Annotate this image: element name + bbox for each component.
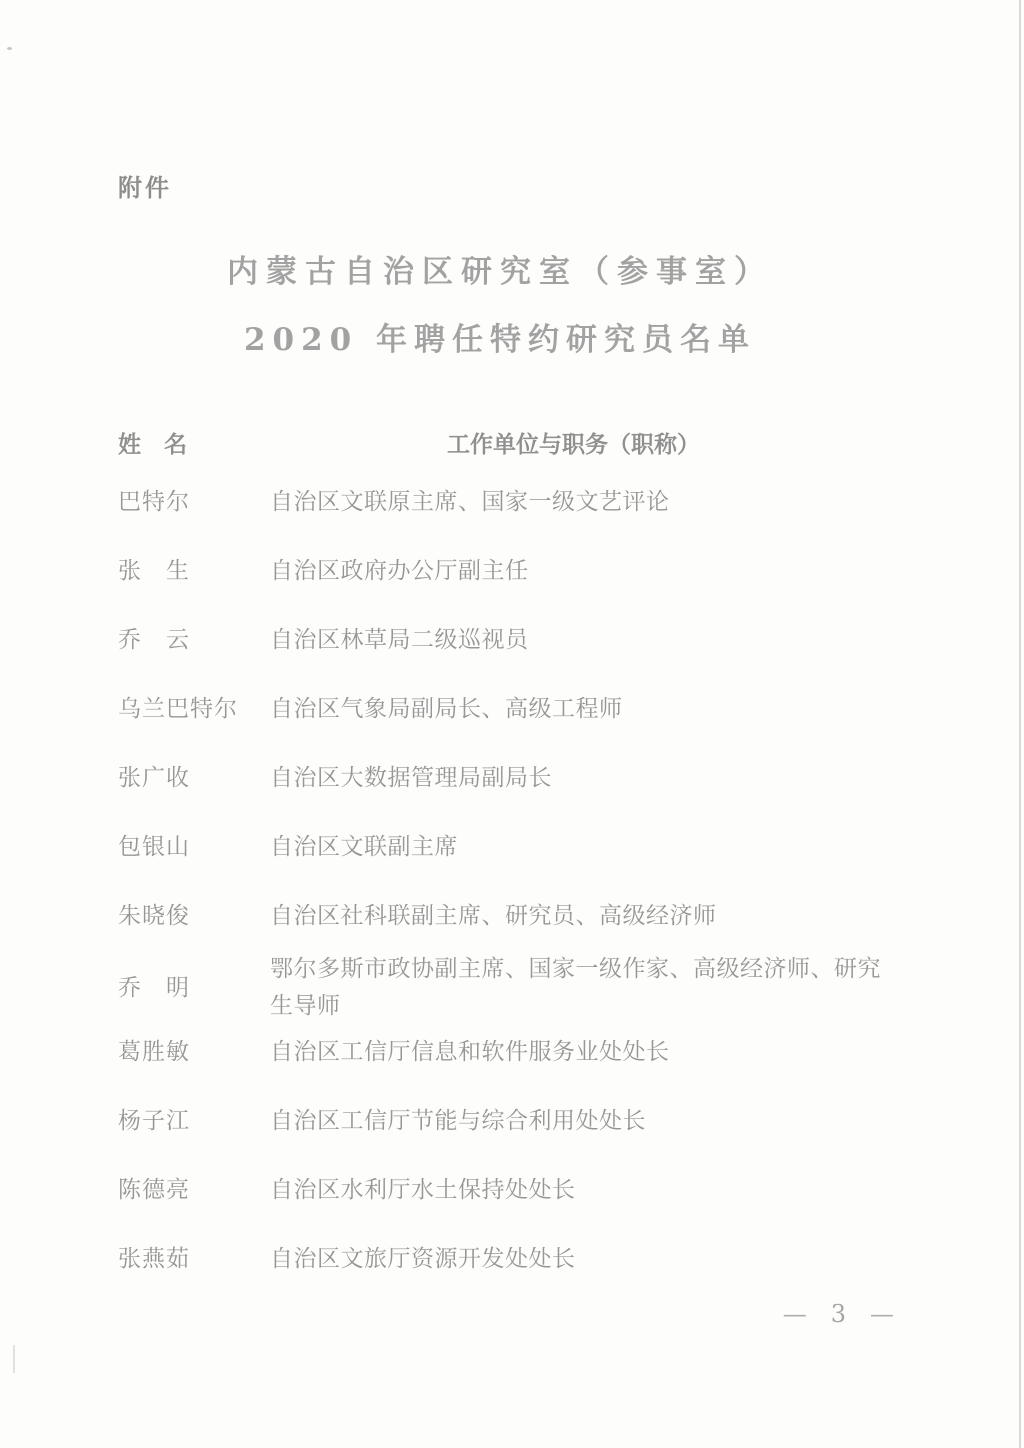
row-name: 巴特尔 <box>118 489 190 515</box>
document-title <box>0 252 1000 360</box>
row-name: 乔 云 <box>118 627 190 653</box>
row-name: 朱晓俊 <box>118 903 190 929</box>
table-row <box>118 835 924 860</box>
row-position: 自治区气象局副局长、高级工程师 <box>270 696 623 722</box>
document-title-line2: 2020 年聘任特约研究员名单 <box>243 322 757 358</box>
table-row <box>118 904 924 929</box>
footer-dash-right: — <box>870 1300 894 1328</box>
row-position: 自治区社科联副主席、研究员、高级经济师 <box>270 903 717 929</box>
table-row <box>118 766 924 791</box>
table-row <box>118 1247 924 1272</box>
table-row <box>118 628 924 653</box>
table-row <box>118 1040 924 1065</box>
researcher-list <box>118 433 924 1272</box>
row-name: 杨子江 <box>118 1108 190 1134</box>
table-row <box>118 951 924 1025</box>
row-position: 自治区工信厅节能与综合利用处处长 <box>270 1108 646 1134</box>
row-position: 自治区文联副主席 <box>270 834 458 860</box>
row-position: 自治区政府办公厅副主任 <box>270 558 529 584</box>
row-name: 乌兰巴特尔 <box>118 696 238 722</box>
page-number-footer <box>783 1300 894 1328</box>
attachment-label: 附件 <box>118 174 172 202</box>
row-position: 自治区大数据管理局副局长 <box>270 765 552 791</box>
row-name: 乔 明 <box>118 974 190 1001</box>
table-header-row <box>118 433 924 458</box>
row-name: 张广收 <box>118 765 190 791</box>
row-name: 张燕茹 <box>118 1246 190 1272</box>
row-name: 张 生 <box>118 558 190 584</box>
row-name: 葛胜敏 <box>118 1039 190 1065</box>
row-name: 包银山 <box>118 834 190 860</box>
row-position: 自治区文旅厅资源开发处处长 <box>270 1246 576 1272</box>
row-position: 鄂尔多斯市政协副主席、国家一级作家、高级经济师、研究生导师 <box>270 956 881 1019</box>
document-title-line1: 内蒙古自治区研究室（参事室） <box>227 254 773 290</box>
scan-edge-line <box>1019 0 1021 1448</box>
table-rows <box>118 490 924 1272</box>
row-position: 自治区工信厅信息和软件服务业处处长 <box>270 1039 670 1065</box>
footer-dash-left: — <box>782 1300 807 1328</box>
row-position: 自治区文联原主席、国家一级文艺评论 <box>270 489 670 515</box>
table-row <box>118 697 924 722</box>
row-position: 自治区林草局二级巡视员 <box>270 627 529 653</box>
row-name: 陈德亮 <box>118 1177 190 1203</box>
table-row <box>118 1178 924 1203</box>
scan-speck <box>7 47 12 50</box>
table-row <box>118 559 924 584</box>
scan-smudge <box>13 1345 15 1373</box>
column-header-name: 姓 名 <box>118 432 187 458</box>
table-row <box>118 1109 924 1134</box>
table-row <box>118 490 924 515</box>
row-position: 自治区水利厅水土保持处处长 <box>270 1177 576 1203</box>
column-header-position: 工作单位与职务（职称） <box>447 432 700 458</box>
footer-page-number: 3 <box>830 1300 846 1328</box>
